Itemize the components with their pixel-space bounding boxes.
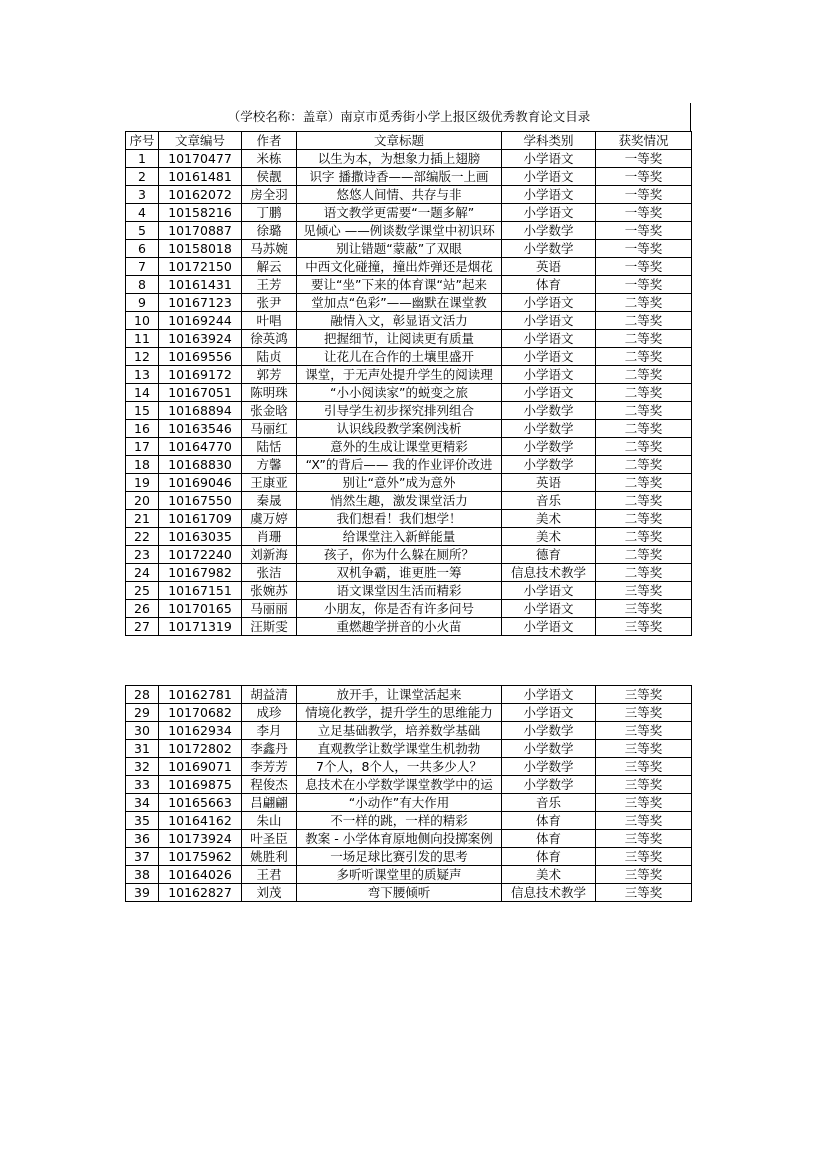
table-row xyxy=(126,312,692,330)
award-cell: 三等奖 xyxy=(596,740,692,758)
article-number-cell: 10169556 xyxy=(159,348,242,366)
subject-cell: 英语 xyxy=(502,258,596,276)
table-row xyxy=(126,366,692,384)
award-cell: 一等奖 xyxy=(596,222,692,240)
award-cell: 三等奖 xyxy=(596,776,692,794)
subject-cell: 小学语文 xyxy=(502,618,596,636)
author-cell: 李芳芳 xyxy=(242,758,297,776)
index-cell: 5 xyxy=(126,222,159,240)
award-cell: 二等奖 xyxy=(596,438,692,456)
article-number-cell: 10161431 xyxy=(159,276,242,294)
award-cell: 三等奖 xyxy=(596,830,692,848)
subject-cell: 体育 xyxy=(502,812,596,830)
index-cell: 21 xyxy=(126,510,159,528)
title-cell: 给课堂注入新鲜能量 xyxy=(297,528,502,546)
article-number-cell: 10161709 xyxy=(159,510,242,528)
table-row xyxy=(126,740,692,758)
author-cell: 陆恬 xyxy=(242,438,297,456)
subject-cell: 小学数学 xyxy=(502,740,596,758)
papers-table-part1 xyxy=(125,131,692,636)
award-cell: 二等奖 xyxy=(596,312,692,330)
subject-cell: 音乐 xyxy=(502,794,596,812)
subject-cell: 小学数学 xyxy=(502,420,596,438)
index-cell: 20 xyxy=(126,492,159,510)
table-row xyxy=(126,276,692,294)
article-number-cell: 10167982 xyxy=(159,564,242,582)
subject-cell: 小学语文 xyxy=(502,704,596,722)
index-cell: 7 xyxy=(126,258,159,276)
article-number-cell: 10161481 xyxy=(159,168,242,186)
table-row xyxy=(126,204,692,222)
title-cell: 直观教学让数学课堂生机勃勃 xyxy=(297,740,502,758)
award-cell: 三等奖 xyxy=(596,848,692,866)
author-cell: 张洁 xyxy=(242,564,297,582)
title-cell: 别让“意外”成为意外 xyxy=(297,474,502,492)
title-cell: 不一样的跳，一样的精彩 xyxy=(297,812,502,830)
subject-cell: 德育 xyxy=(502,546,596,564)
index-cell: 9 xyxy=(126,294,159,312)
article-number-cell: 10167550 xyxy=(159,492,242,510)
article-number-cell: 10169875 xyxy=(159,776,242,794)
article-number-cell: 10158216 xyxy=(159,204,242,222)
table-row xyxy=(126,384,692,402)
subject-cell: 美术 xyxy=(502,866,596,884)
author-cell: 侯靓 xyxy=(242,168,297,186)
article-number-cell: 10172150 xyxy=(159,258,242,276)
subject-cell: 英语 xyxy=(502,474,596,492)
title-cell: “小小阅读家”的蜕变之旅 xyxy=(297,384,502,402)
subject-cell: 信息技术教学 xyxy=(502,564,596,582)
subject-cell: 小学语文 xyxy=(502,294,596,312)
index-cell: 2 xyxy=(126,168,159,186)
award-cell: 三等奖 xyxy=(596,758,692,776)
title-cell: 语文教学更需要“一题多解” xyxy=(297,204,502,222)
index-cell: 3 xyxy=(126,186,159,204)
index-cell: 31 xyxy=(126,740,159,758)
table-row xyxy=(126,420,692,438)
award-cell: 一等奖 xyxy=(596,276,692,294)
article-number-cell: 10163035 xyxy=(159,528,242,546)
header-article-number: 文章编号 xyxy=(159,132,242,150)
author-cell: 丁鹏 xyxy=(242,204,297,222)
table-row xyxy=(126,582,692,600)
author-cell: 解云 xyxy=(242,258,297,276)
table-row xyxy=(126,704,692,722)
subject-cell: 体育 xyxy=(502,848,596,866)
table-row xyxy=(126,492,692,510)
article-number-cell: 10169046 xyxy=(159,474,242,492)
article-number-cell: 10163546 xyxy=(159,420,242,438)
author-cell: 张尹 xyxy=(242,294,297,312)
index-cell: 15 xyxy=(126,402,159,420)
award-cell: 三等奖 xyxy=(596,582,692,600)
award-cell: 二等奖 xyxy=(596,330,692,348)
author-cell: 徐璐 xyxy=(242,222,297,240)
index-cell: 6 xyxy=(126,240,159,258)
article-number-cell: 10162781 xyxy=(159,686,242,704)
index-cell: 8 xyxy=(126,276,159,294)
author-cell: 房全羽 xyxy=(242,186,297,204)
article-number-cell: 10171319 xyxy=(159,618,242,636)
table-row xyxy=(126,438,692,456)
subject-cell: 小学数学 xyxy=(502,240,596,258)
title-cell: 把握细节，让阅读更有质量 xyxy=(297,330,502,348)
table-row xyxy=(126,776,692,794)
index-cell: 39 xyxy=(126,884,159,902)
table-row xyxy=(126,456,692,474)
award-cell: 二等奖 xyxy=(596,420,692,438)
top-border-line xyxy=(690,103,691,131)
title-cell: 放开手，让课堂活起来 xyxy=(297,686,502,704)
table-row xyxy=(126,330,692,348)
award-cell: 三等奖 xyxy=(596,884,692,902)
index-cell: 13 xyxy=(126,366,159,384)
award-cell: 一等奖 xyxy=(596,150,692,168)
index-cell: 23 xyxy=(126,546,159,564)
title-cell: 融情入文，彰显语文活力 xyxy=(297,312,502,330)
author-cell: 叶圣臣 xyxy=(242,830,297,848)
subject-cell: 小学语文 xyxy=(502,330,596,348)
title-cell: 意外的生成让课堂更精彩 xyxy=(297,438,502,456)
article-number-cell: 10165663 xyxy=(159,794,242,812)
title-cell: 引导学生初步探究排列组合 xyxy=(297,402,502,420)
index-cell: 36 xyxy=(126,830,159,848)
title-cell: 立足基础教学，培养数学基础 xyxy=(297,722,502,740)
table-row xyxy=(126,186,692,204)
index-cell: 38 xyxy=(126,866,159,884)
subject-cell: 小学数学 xyxy=(502,438,596,456)
subject-cell: 美术 xyxy=(502,528,596,546)
article-number-cell: 10173924 xyxy=(159,830,242,848)
article-number-cell: 10168830 xyxy=(159,456,242,474)
subject-cell: 小学语文 xyxy=(502,366,596,384)
award-cell: 三等奖 xyxy=(596,812,692,830)
subject-cell: 小学数学 xyxy=(502,402,596,420)
index-cell: 11 xyxy=(126,330,159,348)
subject-cell: 小学数学 xyxy=(502,222,596,240)
title-cell: 别让错题“蒙蔽”了双眼 xyxy=(297,240,502,258)
table-row xyxy=(126,348,692,366)
table-row xyxy=(126,812,692,830)
index-cell: 27 xyxy=(126,618,159,636)
index-cell: 12 xyxy=(126,348,159,366)
table-row xyxy=(126,240,692,258)
subject-cell: 体育 xyxy=(502,830,596,848)
title-cell: 一场足球比赛引发的思考 xyxy=(297,848,502,866)
table-row xyxy=(126,884,692,902)
author-cell: 米栋 xyxy=(242,150,297,168)
subject-cell: 信息技术教学 xyxy=(502,884,596,902)
table-row xyxy=(126,564,692,582)
index-cell: 17 xyxy=(126,438,159,456)
document-title: （学校名称：盖章）南京市觅秀街小学上报区级优秀教育论文目录 xyxy=(227,109,591,124)
index-cell: 18 xyxy=(126,456,159,474)
article-number-cell: 10170165 xyxy=(159,600,242,618)
author-cell: 王君 xyxy=(242,866,297,884)
table-row xyxy=(126,168,692,186)
subject-cell: 体育 xyxy=(502,276,596,294)
article-number-cell: 10163924 xyxy=(159,330,242,348)
header-award: 获奖情况 xyxy=(596,132,692,150)
award-cell: 二等奖 xyxy=(596,474,692,492)
title-cell: 重燃趣学拼音的小火苗 xyxy=(297,618,502,636)
award-cell: 二等奖 xyxy=(596,348,692,366)
author-cell: 朱山 xyxy=(242,812,297,830)
title-cell: 悄然生趣，激发课堂活力 xyxy=(297,492,502,510)
title-cell: 让花儿在合作的土壤里盛开 xyxy=(297,348,502,366)
author-cell: 徐英鸿 xyxy=(242,330,297,348)
subject-cell: 小学语文 xyxy=(502,686,596,704)
index-cell: 33 xyxy=(126,776,159,794)
author-cell: 王芳 xyxy=(242,276,297,294)
title-cell: 7个人，8个人，一共多少人？ xyxy=(297,758,502,776)
award-cell: 三等奖 xyxy=(596,866,692,884)
article-number-cell: 10162072 xyxy=(159,186,242,204)
title-cell: 我们想看！我们想学！ xyxy=(297,510,502,528)
table-row xyxy=(126,866,692,884)
table-row xyxy=(126,758,692,776)
author-cell: 张金晗 xyxy=(242,402,297,420)
author-cell: 成珍 xyxy=(242,704,297,722)
award-cell: 二等奖 xyxy=(596,402,692,420)
author-cell: 郭芳 xyxy=(242,366,297,384)
subject-cell: 小学语文 xyxy=(502,150,596,168)
award-cell: 三等奖 xyxy=(596,600,692,618)
subject-cell: 美术 xyxy=(502,510,596,528)
title-cell: 多听听课堂里的质疑声 xyxy=(297,866,502,884)
author-cell: 王康亚 xyxy=(242,474,297,492)
award-cell: 三等奖 xyxy=(596,722,692,740)
subject-cell: 音乐 xyxy=(502,492,596,510)
article-number-cell: 10167123 xyxy=(159,294,242,312)
article-number-cell: 10167151 xyxy=(159,582,242,600)
title-cell: 小朋友，你是否有许多问号 xyxy=(297,600,502,618)
title-cell: 堂加点“色彩”——幽默在课堂教 xyxy=(297,294,502,312)
table-row xyxy=(126,600,692,618)
award-cell: 一等奖 xyxy=(596,186,692,204)
index-cell: 4 xyxy=(126,204,159,222)
award-cell: 二等奖 xyxy=(596,546,692,564)
author-cell: 李月 xyxy=(242,722,297,740)
subject-cell: 小学语文 xyxy=(502,582,596,600)
header-author: 作者 xyxy=(242,132,297,150)
author-cell: 程俊杰 xyxy=(242,776,297,794)
subject-cell: 小学语文 xyxy=(502,600,596,618)
subject-cell: 小学语文 xyxy=(502,168,596,186)
article-number-cell: 10158018 xyxy=(159,240,242,258)
header-article-title: 文章标题 xyxy=(297,132,502,150)
index-cell: 14 xyxy=(126,384,159,402)
index-cell: 1 xyxy=(126,150,159,168)
table-row xyxy=(126,848,692,866)
article-number-cell: 10169071 xyxy=(159,758,242,776)
subject-cell: 小学语文 xyxy=(502,312,596,330)
index-cell: 10 xyxy=(126,312,159,330)
table-row xyxy=(126,258,692,276)
title-cell: 要让“坐”下来的体育课“站”起来 xyxy=(297,276,502,294)
article-number-cell: 10168894 xyxy=(159,402,242,420)
table-header-row xyxy=(126,132,692,150)
award-cell: 二等奖 xyxy=(596,564,692,582)
author-cell: 马苏婉 xyxy=(242,240,297,258)
title-cell: 息技术在小学数学课堂教学中的运 xyxy=(297,776,502,794)
subject-cell: 小学数学 xyxy=(502,758,596,776)
author-cell: 秦晟 xyxy=(242,492,297,510)
award-cell: 二等奖 xyxy=(596,366,692,384)
subject-cell: 小学语文 xyxy=(502,348,596,366)
table-row xyxy=(126,546,692,564)
table-row xyxy=(126,402,692,420)
title-cell: 情境化教学，提升学生的思维能力 xyxy=(297,704,502,722)
index-cell: 30 xyxy=(126,722,159,740)
author-cell: 肖珊 xyxy=(242,528,297,546)
author-cell: 张婉苏 xyxy=(242,582,297,600)
subject-cell: 小学语文 xyxy=(502,204,596,222)
award-cell: 二等奖 xyxy=(596,294,692,312)
award-cell: 一等奖 xyxy=(596,204,692,222)
papers-table-part2 xyxy=(125,685,692,902)
index-cell: 19 xyxy=(126,474,159,492)
table-row xyxy=(126,686,692,704)
award-cell: 二等奖 xyxy=(596,492,692,510)
author-cell: 陈明珠 xyxy=(242,384,297,402)
award-cell: 二等奖 xyxy=(596,456,692,474)
table-row xyxy=(126,528,692,546)
author-cell: 李鑫丹 xyxy=(242,740,297,758)
index-cell: 25 xyxy=(126,582,159,600)
article-number-cell: 10162934 xyxy=(159,722,242,740)
author-cell: 姚胜利 xyxy=(242,848,297,866)
index-cell: 35 xyxy=(126,812,159,830)
table-row xyxy=(126,830,692,848)
table-row xyxy=(126,722,692,740)
subject-cell: 小学数学 xyxy=(502,456,596,474)
article-number-cell: 10172240 xyxy=(159,546,242,564)
index-cell: 22 xyxy=(126,528,159,546)
table-row xyxy=(126,794,692,812)
article-number-cell: 10164770 xyxy=(159,438,242,456)
title-cell: 弯下腰倾听 xyxy=(297,884,502,902)
title-cell: 见倾心 ——例谈数学课堂中初识环 xyxy=(297,222,502,240)
author-cell: 叶唱 xyxy=(242,312,297,330)
author-cell: 马丽丽 xyxy=(242,600,297,618)
award-cell: 二等奖 xyxy=(596,528,692,546)
author-cell: 陆贞 xyxy=(242,348,297,366)
title-cell: 以生为本，为想象力插上翅膀 xyxy=(297,150,502,168)
title-cell: “X”的背后—— 我的作业评价改进 xyxy=(297,456,502,474)
author-cell: 刘茂 xyxy=(242,884,297,902)
title-cell: 课堂，于无声处提升学生的阅读理 xyxy=(297,366,502,384)
subject-cell: 小学语文 xyxy=(502,186,596,204)
table-row xyxy=(126,474,692,492)
article-number-cell: 10169244 xyxy=(159,312,242,330)
article-number-cell: 10175962 xyxy=(159,848,242,866)
index-cell: 26 xyxy=(126,600,159,618)
article-number-cell: 10172802 xyxy=(159,740,242,758)
award-cell: 二等奖 xyxy=(596,384,692,402)
award-cell: 二等奖 xyxy=(596,510,692,528)
header-index: 序号 xyxy=(126,132,159,150)
index-cell: 24 xyxy=(126,564,159,582)
index-cell: 16 xyxy=(126,420,159,438)
index-cell: 37 xyxy=(126,848,159,866)
article-number-cell: 10170887 xyxy=(159,222,242,240)
article-number-cell: 10170477 xyxy=(159,150,242,168)
index-cell: 32 xyxy=(126,758,159,776)
title-cell: “小动作”有大作用 xyxy=(297,794,502,812)
author-cell: 汪斯雯 xyxy=(242,618,297,636)
index-cell: 28 xyxy=(126,686,159,704)
table-row xyxy=(126,294,692,312)
title-cell: 双机争霸，谁更胜一筹 xyxy=(297,564,502,582)
article-number-cell: 10164162 xyxy=(159,812,242,830)
title-cell: 教案 - 小学体育原地侧向投掷案例 xyxy=(297,830,502,848)
award-cell: 三等奖 xyxy=(596,686,692,704)
author-cell: 方馨 xyxy=(242,456,297,474)
index-cell: 34 xyxy=(126,794,159,812)
subject-cell: 小学数学 xyxy=(502,776,596,794)
author-cell: 吕翩翩 xyxy=(242,794,297,812)
subject-cell: 小学语文 xyxy=(502,384,596,402)
article-number-cell: 10169172 xyxy=(159,366,242,384)
title-cell: 中西文化碰撞，撞出炸弹还是烟花 xyxy=(297,258,502,276)
article-number-cell: 10164026 xyxy=(159,866,242,884)
table-row xyxy=(126,150,692,168)
index-cell: 29 xyxy=(126,704,159,722)
article-number-cell: 10170682 xyxy=(159,704,242,722)
award-cell: 三等奖 xyxy=(596,618,692,636)
title-cell: 悠悠人间情、共存与非 xyxy=(297,186,502,204)
table-row xyxy=(126,618,692,636)
table-row xyxy=(126,510,692,528)
award-cell: 一等奖 xyxy=(596,258,692,276)
article-number-cell: 10162827 xyxy=(159,884,242,902)
award-cell: 一等奖 xyxy=(596,168,692,186)
author-cell: 马丽红 xyxy=(242,420,297,438)
table-row xyxy=(126,222,692,240)
award-cell: 一等奖 xyxy=(596,240,692,258)
header-subject: 学科类别 xyxy=(502,132,596,150)
author-cell: 刘新海 xyxy=(242,546,297,564)
article-number-cell: 10167051 xyxy=(159,384,242,402)
title-cell: 孩子，你为什么躲在厕所？ xyxy=(297,546,502,564)
author-cell: 胡益清 xyxy=(242,686,297,704)
title-cell: 语文课堂因生活而精彩 xyxy=(297,582,502,600)
title-cell: 识字 播撒诗香——部编版一上画 xyxy=(297,168,502,186)
author-cell: 虞万婷 xyxy=(242,510,297,528)
award-cell: 三等奖 xyxy=(596,704,692,722)
subject-cell: 小学数学 xyxy=(502,722,596,740)
title-cell: 认识线段教学案例浅析 xyxy=(297,420,502,438)
award-cell: 三等奖 xyxy=(596,794,692,812)
